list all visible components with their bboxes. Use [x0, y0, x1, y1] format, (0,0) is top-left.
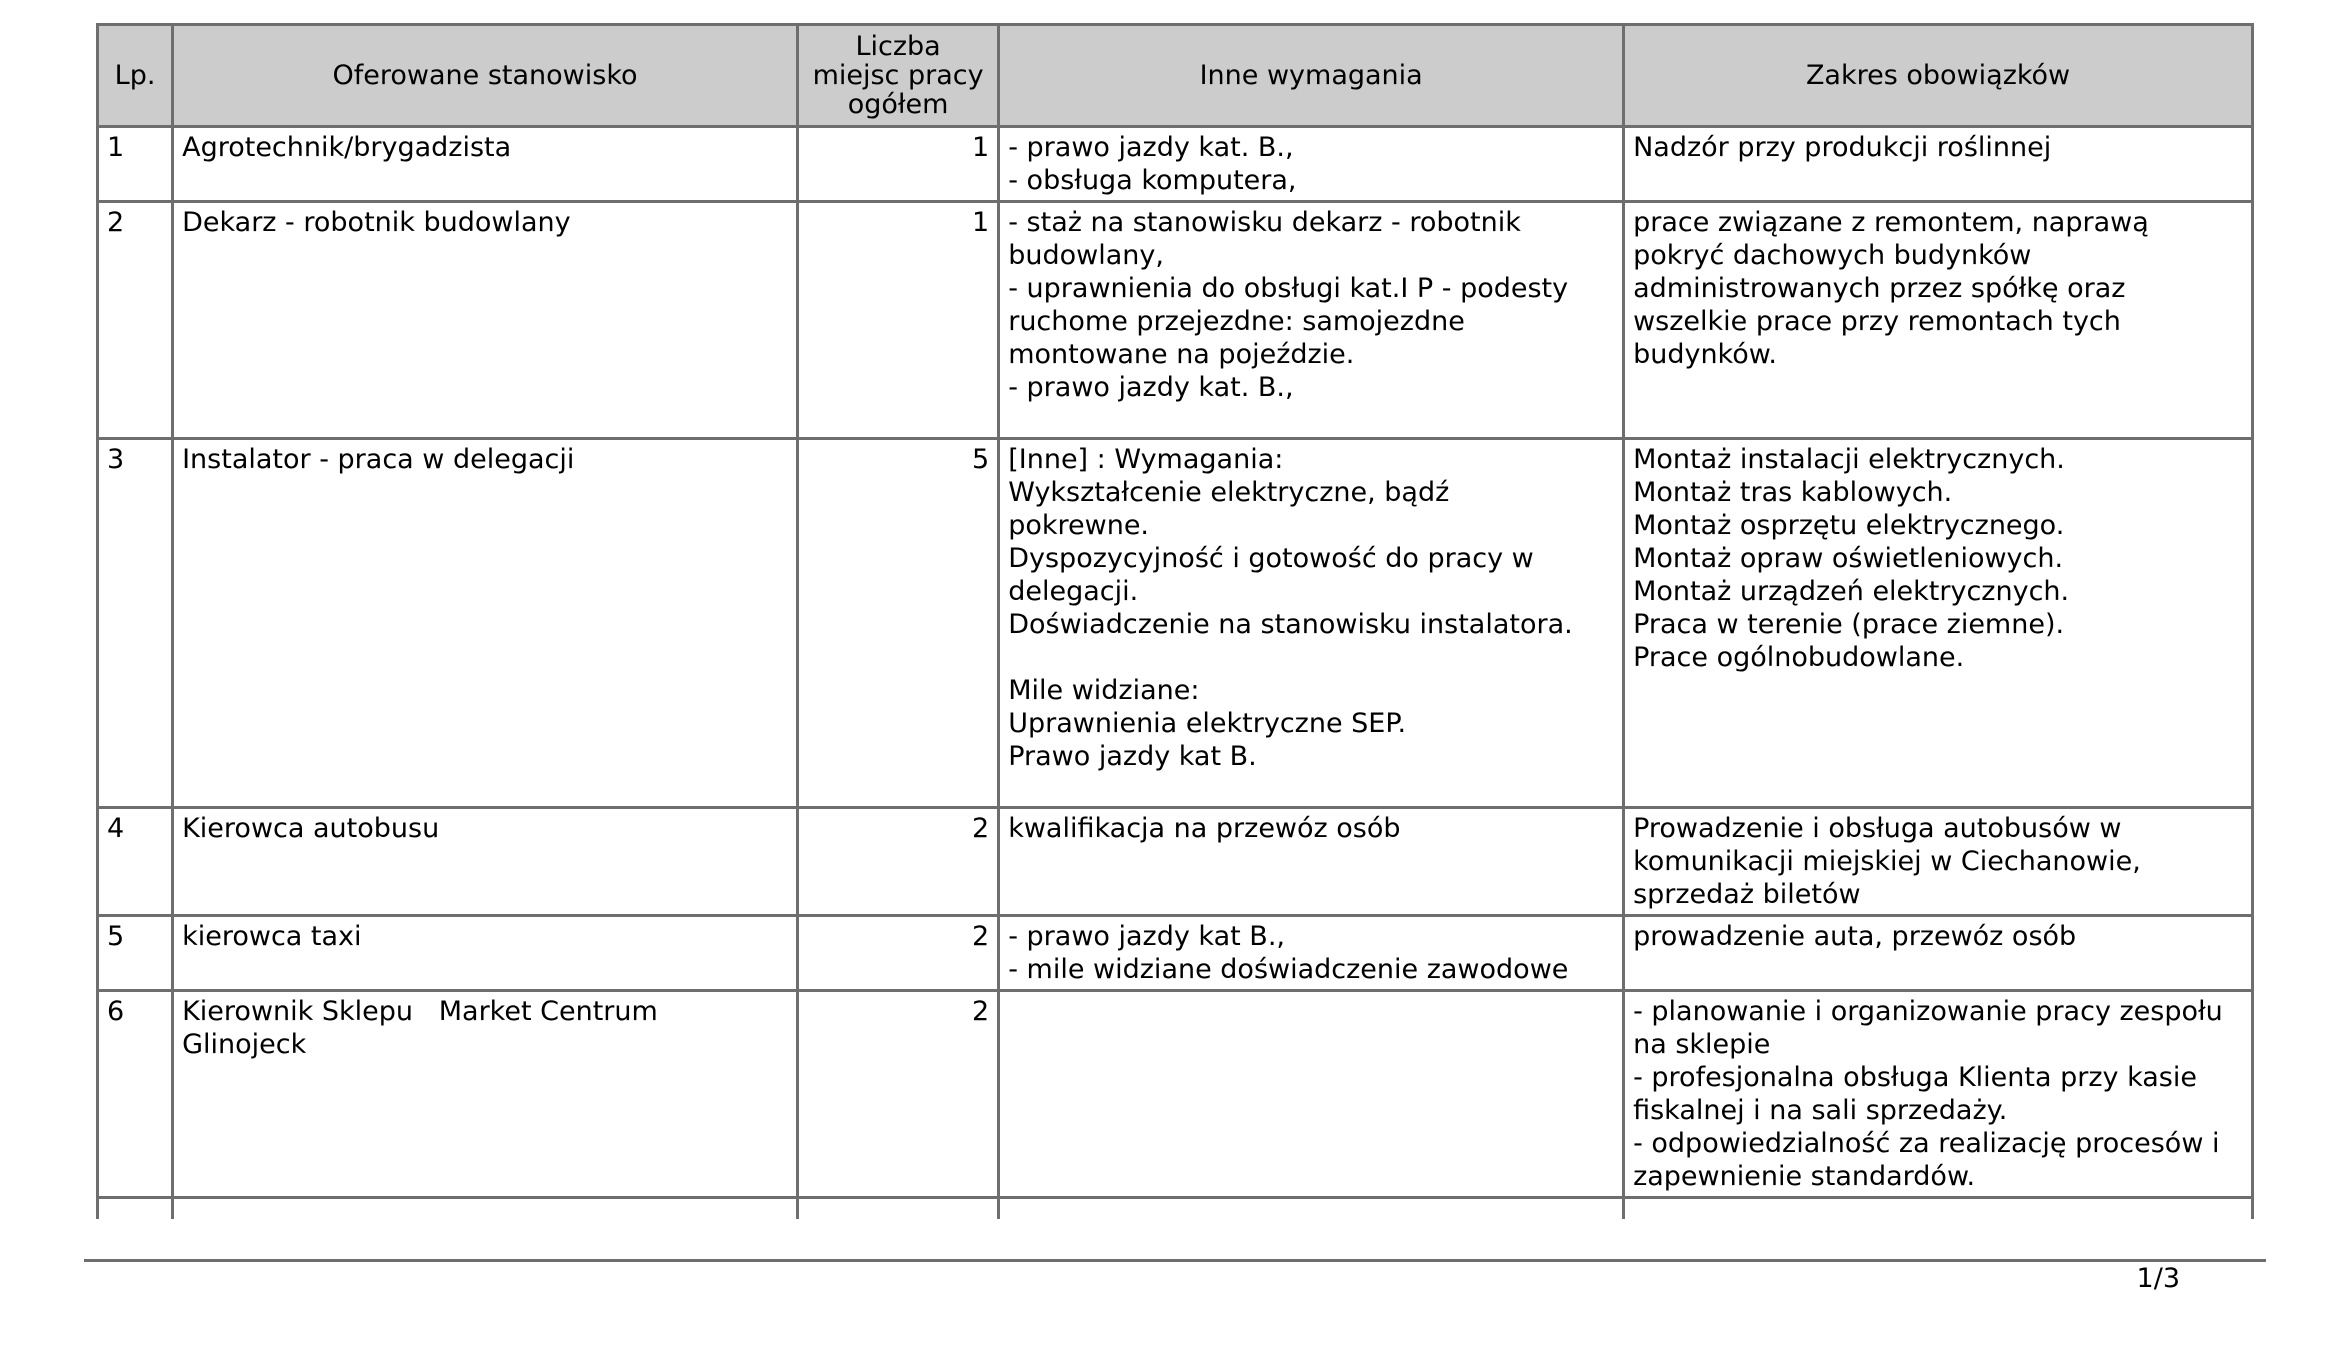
cell-duties [1624, 808, 2253, 916]
duty-line: na sklepie [1633, 1029, 1771, 1060]
duty-line: Prace ogólnobudowlane. [1633, 642, 1965, 673]
position-line: Instalator - praca w delegacji [182, 444, 575, 475]
position-line: kierowca taxi [182, 921, 362, 952]
duty-line: Montaż opraw oświetleniowych. [1633, 543, 2064, 574]
cell-requirements [999, 916, 1624, 991]
cell-requirements [999, 439, 1624, 808]
cell-duties [1624, 991, 2253, 1198]
duty-line: Praca w terenie (prace ziemne). [1633, 609, 2065, 640]
footer-divider [84, 1259, 2266, 1262]
duty-line: komunikacji miejskiej w Ciechanowie, [1633, 846, 2141, 877]
continuation-cell [999, 1198, 1624, 1220]
continuation-cell [797, 1198, 998, 1220]
cell-requirements [999, 127, 1624, 202]
page-number: 1/3 [2136, 1263, 2180, 1294]
cell-count: 5 [797, 439, 998, 808]
cell-count: 2 [797, 916, 998, 991]
duty-line: Nadzór przy produkcji roślinnej [1633, 132, 2052, 163]
duty-line: Montaż osprzętu elektrycznego. [1633, 510, 2065, 541]
duty-line: Montaż urządzeń elektrycznych. [1633, 576, 2070, 607]
requirement-line: pokrewne. [1008, 510, 1150, 541]
position-line: Kierownik Sklepu Market Centrum [182, 996, 658, 1027]
requirement-line: - prawo jazdy kat B., [1008, 921, 1285, 952]
duty-line: prace związane z remontem, naprawą [1633, 207, 2149, 238]
cell-position [173, 439, 798, 808]
requirement-line: ruchome przejezdne: samojezdne [1008, 306, 1465, 337]
requirement-line: Mile widziane: [1008, 675, 1200, 706]
table-row [98, 202, 2253, 439]
requirement-line [1008, 641, 1614, 674]
cell-requirements [999, 202, 1624, 439]
cell-requirements [999, 991, 1624, 1198]
cell-position [173, 202, 798, 439]
position-line: Kierowca autobusu [182, 813, 440, 844]
position-line: Agrotechnik/brygadzista [182, 132, 512, 163]
position-line: Dekarz - robotnik budowlany [182, 207, 571, 238]
cell-position [173, 916, 798, 991]
cell-lp: 4 [98, 808, 173, 916]
table-row [98, 439, 2253, 808]
header-count-line: Liczba [855, 31, 941, 62]
continuation-cell [98, 1198, 173, 1220]
header-count [797, 25, 998, 127]
requirement-line: - staż na stanowisku dekarz - robotnik [1008, 207, 1521, 238]
table-row [98, 127, 2253, 202]
cell-lp: 6 [98, 991, 173, 1198]
cell-count: 2 [797, 808, 998, 916]
header-count-line: ogółem [847, 89, 949, 120]
duty-line: Montaż instalacji elektrycznych. [1633, 444, 2065, 475]
cell-position [173, 991, 798, 1198]
duty-line: administrowanych przez spółkę oraz [1633, 273, 2126, 304]
cell-duties [1624, 127, 2253, 202]
cell-position [173, 127, 798, 202]
header-count-line: miejsc pracy [812, 60, 984, 91]
cell-lp: 2 [98, 202, 173, 439]
requirement-line: - prawo jazdy kat. B., [1008, 372, 1294, 403]
requirement-line: montowane na pojeździe. [1008, 339, 1355, 370]
cell-position [173, 808, 798, 916]
requirement-line: Wykształcenie elektryczne, bądź [1008, 477, 1450, 508]
continuation-cell [173, 1198, 798, 1220]
duty-line: Prowadzenie i obsługa autobusów w [1633, 813, 2122, 844]
table-row [98, 916, 2253, 991]
cell-count: 1 [797, 127, 998, 202]
duty-line: wszelkie prace przy remontach tych [1633, 306, 2121, 337]
requirement-line: - obsługa komputera, [1008, 165, 1297, 196]
duty-line: sprzedaż biletów [1633, 879, 1861, 910]
requirement-line: kwalifikacja na przewóz osób [1008, 813, 1401, 844]
requirement-line: budowlany, [1008, 240, 1164, 271]
duty-line: - odpowiedzialność za realizację procesów i [1633, 1128, 2220, 1159]
cell-count: 2 [797, 991, 998, 1198]
cell-lp: 5 [98, 916, 173, 991]
cell-duties [1624, 439, 2253, 808]
requirement-line: Uprawnienia elektryczne SEP. [1008, 708, 1407, 739]
requirement-line: delegacji. [1008, 576, 1139, 607]
header-lp: Lp. [98, 25, 173, 127]
cell-requirements [999, 808, 1624, 916]
table-row [98, 991, 2253, 1198]
requirement-line: - mile widziane doświadczenie zawodowe [1008, 954, 1569, 985]
requirement-line: [Inne] : Wymagania: [1008, 444, 1284, 475]
cell-lp: 1 [98, 127, 173, 202]
cell-duties [1624, 916, 2253, 991]
header-duties: Zakres obowiązków [1624, 25, 2253, 127]
duty-line: fiskalnej i na sali sprzedaży. [1633, 1095, 2008, 1126]
continuation-cell [1624, 1198, 2253, 1220]
position-line: Glinojeck [182, 1029, 307, 1060]
header-requirements: Inne wymagania [999, 25, 1624, 127]
duty-line: budynków. [1633, 339, 1777, 370]
cell-count: 1 [797, 202, 998, 439]
table-body [98, 127, 2253, 1220]
duty-line: zapewnienie standardów. [1633, 1161, 1976, 1192]
duty-line: pokryć dachowych budynków [1633, 240, 2032, 271]
duty-line: - profesjonalna obsługa Klienta przy kasie [1633, 1062, 2197, 1093]
table-header-row [98, 25, 2253, 127]
cell-lp: 3 [98, 439, 173, 808]
requirement-line: - prawo jazdy kat. B., [1008, 132, 1294, 163]
requirement-line: Doświadczenie na stanowisku instalatora. [1008, 609, 1573, 640]
cell-duties [1624, 202, 2253, 439]
header-position: Oferowane stanowisko [173, 25, 798, 127]
requirement-line: Prawo jazdy kat B. [1008, 741, 1257, 772]
table-row [98, 808, 2253, 916]
job-offers-table [96, 23, 2254, 1219]
requirement-line: Dyspozycyjność i gotowość do pracy w [1008, 543, 1534, 574]
duty-line: - planowanie i organizowanie pracy zespołu [1633, 996, 2223, 1027]
table-continuation-row [98, 1198, 2253, 1220]
duty-line: prowadzenie auta, przewóz osób [1633, 921, 2077, 952]
duty-line: Montaż tras kablowych. [1633, 477, 1953, 508]
requirement-line: - uprawnienia do obsługi kat.I P - podesty [1008, 273, 1569, 304]
